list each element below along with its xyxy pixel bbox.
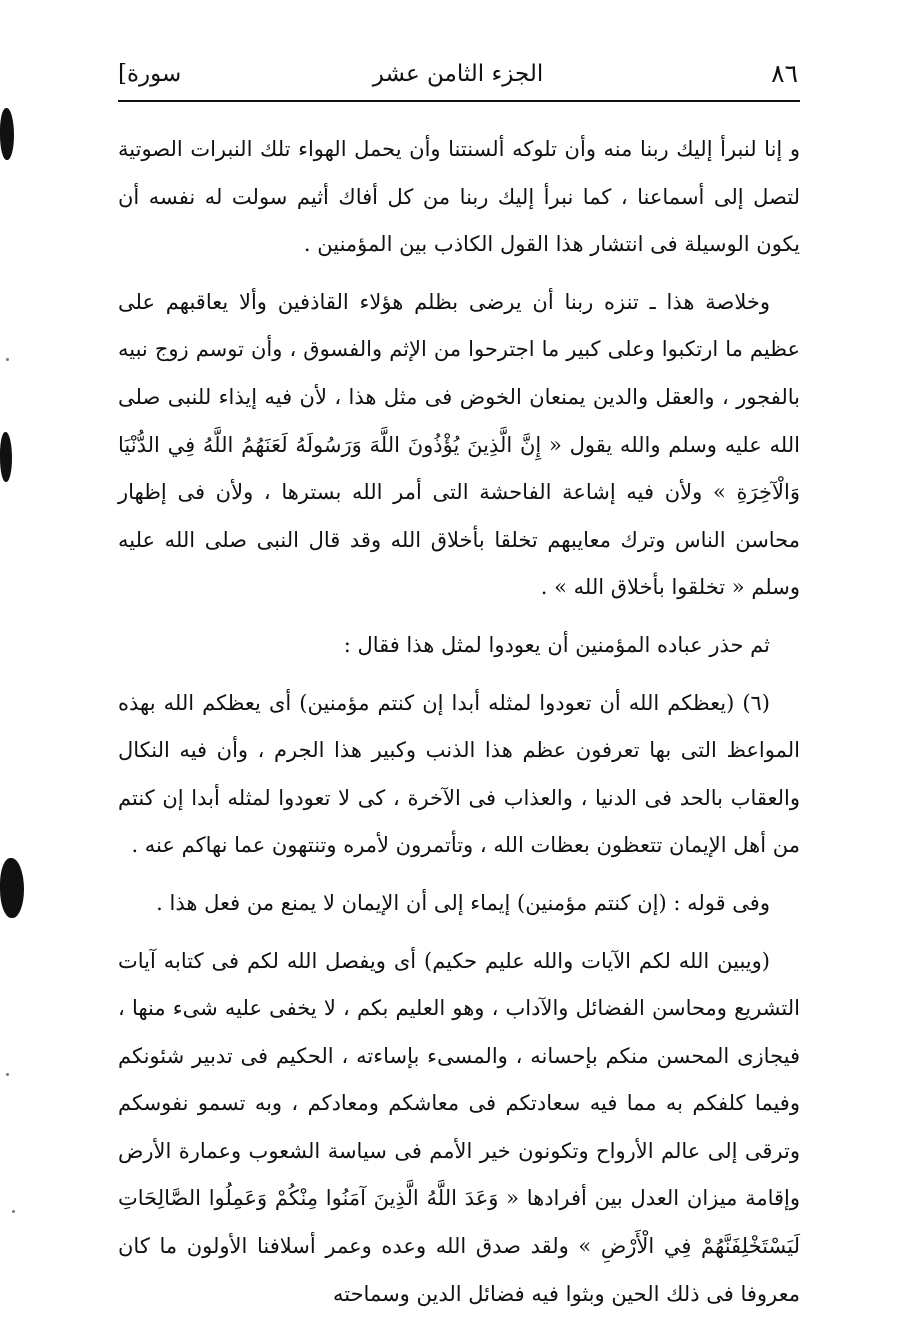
- paragraph: و إنا لنبرأ إليك ربنا منه وأن تلوكه ألسنتنا وأن يحمل الهواء تلك النبرات الصوتية لتصل إلى أسماعنا ، كما نبرأ إليك ربنا من كل أفاك أثيم سولت له نفسه أن يكون الوسيلة فى انتشار هذا القول الكاذب بين المؤمنين .: [118, 126, 800, 269]
- page-number: ٨٦: [771, 52, 798, 96]
- scan-edge-mark: [0, 858, 24, 918]
- paragraph: ثم حذر عباده المؤمنين أن يعودوا لمثل هذا فقال :: [118, 622, 800, 670]
- paragraph: (٦) (يعظكم الله أن تعودوا لمثله أبدا إن كنتم مؤمنين) أى يعظكم الله بهذه المواعظ التى بها تعرفون عظم هذا الذنب وكبير هذا الجرم ، وأن فيه النكال والعقاب بالحد فى الدنيا ، والعذاب فى الآخرة ، كى لا تعودوا لمثله أبدا إن كنتم من أهل الإيمان تتعظون بعظات الله ، وتأتمرون لأمره وتنتهون عما نهاكم عنه .: [118, 680, 800, 870]
- running-header: [118, 52, 798, 96]
- scan-speck: [6, 1073, 9, 1076]
- paragraph: وفى قوله : (إن كنتم مؤمنين) إيماء إلى أن الإيمان لا يمنع من فعل هذا .: [118, 880, 800, 928]
- scan-speck: [6, 358, 9, 361]
- header-rule: [118, 100, 800, 102]
- paragraph: (ويبين الله لكم الآيات والله عليم حكيم) أى ويفصل الله لكم فى كتابه آيات التشريع ومحاسن الفضائل والآداب ، وهو العليم بكم ، لا يخفى عليه شىء منها ، فيجازى المحسن منكم بإحسانه ، والمسىء بإساءته ، الحكيم فى تدبير شئونكم وفيما كلفكم به مما فيه سعادتكم فى معاشكم ومعادكم ، وبه تسمو نفوسكم وترقى إلى عالم الأرواح وتكونون خير الأمم فى سياسة الشعوب وعمارة الأرض وإقامة ميزان العدل بين أفرادها « وَعَدَ اللَّهُ الَّذِينَ آمَنُوا مِنْكُمْ وَعَمِلُوا الصَّالِحَاتِ لَيَسْتَخْلِفَنَّهُمْ فِي الْأَرْضِ » ولقد صدق الله وعده وعمر أسلافنا الأولون ما كان معروفا فى ذلك الحين وبثوا فيه فضائل الدين وسماحته: [118, 938, 800, 1318]
- page-body: [118, 126, 800, 1296]
- scan-edge-mark: [0, 432, 12, 482]
- part-title: الجزء الثامن عشر: [118, 52, 798, 96]
- scan-speck: [12, 1210, 15, 1213]
- surah-label: [سورة: [118, 52, 181, 96]
- scan-edge-mark: [0, 108, 14, 160]
- paragraph: وخلاصة هذا ـ تنزه ربنا أن يرضى بظلم هؤلاء القاذفين وألا يعاقبهم على عظيم ما ارتكبوا وعلى كبير ما اجترحوا من الإثم والفسوق ، وأن توسم زوج نبيه بالفجور ، والعقل والدين يمنعان الخوض فى مثل هذا ، لأن فيه إيذاء للنبى صلى الله عليه وسلم والله يقول « إِنَّ الَّذِينَ يُؤْذُونَ اللَّهَ وَرَسُولَهُ لَعَنَهُمُ اللَّهُ فِي الدُّنْيَا وَالْآخِرَةِ » ولأن فيه إشاعة الفاحشة التى أمر الله بسترها ، ولأن فى إظهار محاسن الناس وترك معايبهم تخلقا بأخلاق الله وقد قال النبى صلى الله عليه وسلم « تخلقوا بأخلاق الله » .: [118, 279, 800, 612]
